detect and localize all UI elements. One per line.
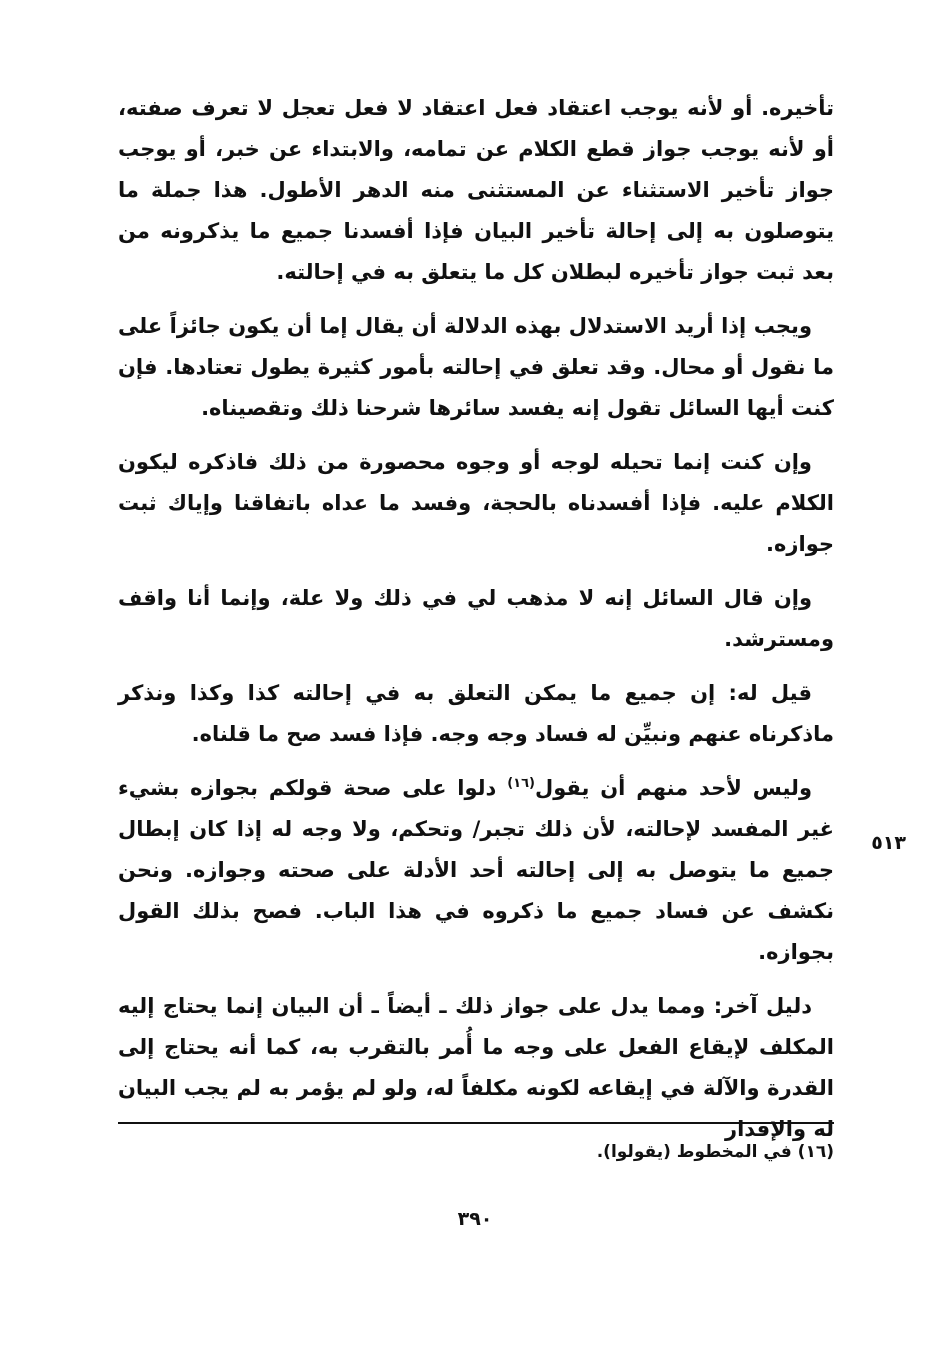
page-number: ٣٩٠ (457, 1208, 493, 1230)
paragraph-6-start: وليس لأحد منهم أن يقول (534, 776, 812, 800)
paragraph-2: ويجب إذا أريد الاستدلال بهذه الدلالة أن يقال إما أن يكون جائزاً على ما نقول أو محال. وقد تعلق في إحالته بأمور كثيرة يطول تعتادها. فإن كنت أيها السائل تقول إنه يفسد سائرها شرحنا ذلك وتقصيناه. (118, 314, 834, 420)
paragraph-5: قيل له: إن جميع ما يمكن التعلق به في إحالته كذا وكذا ونذكر ماذكرناه عنهم ونبيِّن له فساد وجه وجه. فإذا فسد صح ما قلناه. (118, 681, 834, 746)
paragraph-7: دليل آخر: ومما يدل على جواز ذلك ـ أيضاً ـ أن البيان إنما يحتاج إليه المكلف لإيقاع الفعل على وجه ما أُمر بالتقرب به، كما أنه يحتاج إلى القدرة والآلة في إيقاعه لكونه مكلفاً له، ولو لم يؤمر به لم يجب البيان له والإقدار (118, 994, 834, 1141)
main-text (118, 88, 834, 1163)
paragraph-6-rest: دلوا على صحة قولكم بجوازه بشيء غير المفسد لإحالته، لأن ذلك تجبر/ وتحكم، ولا وجه له إذا كان إبطال جميع ما يتوصل به إلى إحالته أحد الأدلة على صحته وجوازه. ونحن نكشف عن فساد جميع ما ذكروه في هذا الباب. فصح بذلك القول بجوازه. (118, 776, 834, 964)
footnote-separator (118, 1122, 834, 1124)
paragraph-4: وإن قال السائل إنه لا مذهب لي في ذلك ولا علة، وإنما أنا واقف ومسترشد. (118, 586, 834, 651)
footnote-reference: (١٦) (507, 776, 535, 791)
paragraph-6 (118, 768, 834, 973)
manuscript-folio-number: ٥١٣ (871, 832, 906, 854)
footnote: (١٦) في المخطوط (يقولوا). (596, 1142, 834, 1162)
paragraph-1: تأخيره. أو لأنه يوجب اعتقاد فعل اعتقاد لا فعل تعجل لا تعرف صفته، أو لأنه يوجب جواز قطع الكلام عن تمامه، والابتداء عن خبر، أو يوجب جواز تأخير الاستثناء عن المستثنى منه الدهر الأطول. هذا جملة ما يتوصلون به إلى إحالة تأخير البيان فإذا أفسدنا جميع ما يذكرونه من بعد ثبت جواز تأخيره لبطلان كل ما يتعلق به في إحالته. (118, 96, 834, 284)
paragraph-3: وإن كنت إنما تحيله لوجه أو وجوه محصورة من ذلك فاذكره ليكون الكلام عليه. فإذا أفسدناه بالحجة، وفسد ما عداه باتفاقنا وإياك ثبت جوازه. (118, 450, 834, 556)
